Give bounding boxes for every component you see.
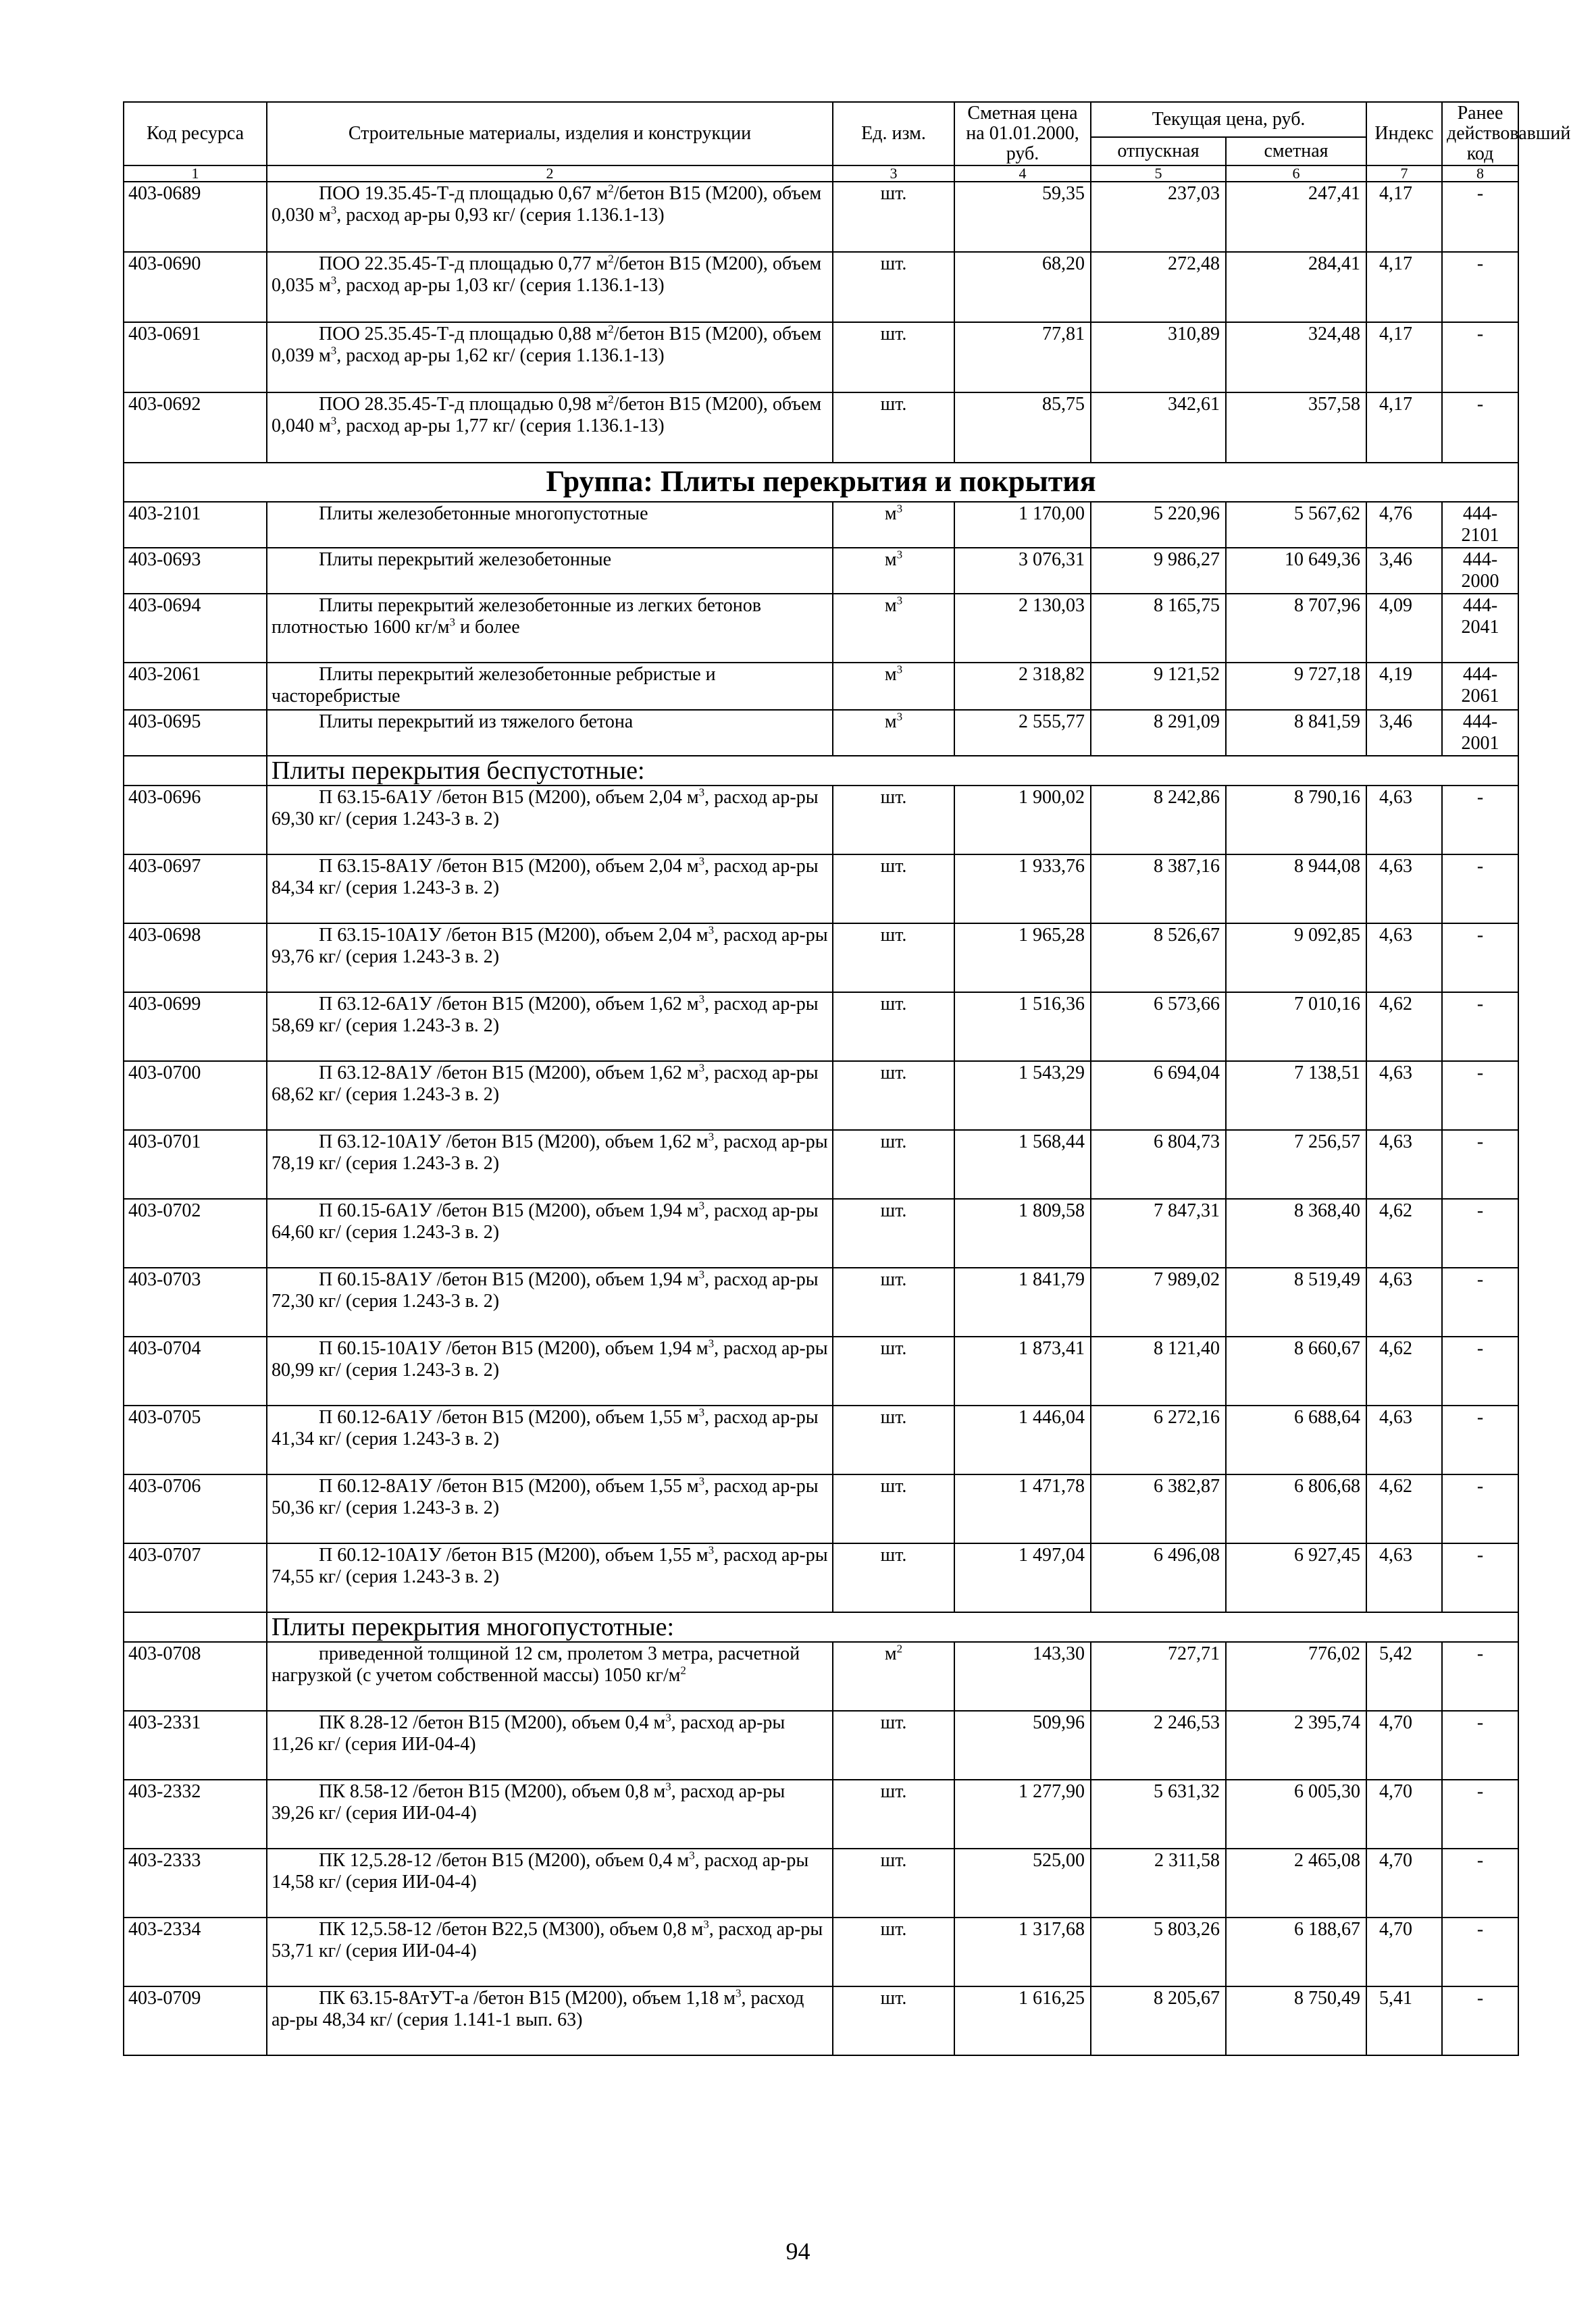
wholesale-price: 272,48 [1091, 252, 1226, 322]
estimate-price: 2 465,08 [1226, 1849, 1366, 1918]
material-name: ПК 8.28-12 /бетон В15 (М200), объем 0,4 $м^3$, расход ар-ры 11,26 кг/ (серия ИИ-04-4) [267, 1711, 833, 1780]
estimate-price: 357,58 [1226, 392, 1366, 463]
resource-code: 403-0703 [124, 1268, 267, 1337]
unit-of-measure: шт. [833, 1711, 954, 1780]
header-unit: Ед. изм. [833, 102, 954, 165]
previous-code: - [1442, 1543, 1518, 1612]
base-price: 1 317,68 [954, 1918, 1091, 1986]
price-index: 4,63 [1366, 786, 1442, 854]
material-name: ПОО 19.35.45-Т-д площадью 0,67 $м^2$/бетон В15 (М200), объем 0,030 $м^3$, расход ар-ры 0,93 кг/ (серия 1.136.1-13) [267, 182, 833, 252]
price-index: 4,70 [1366, 1711, 1442, 1780]
wholesale-price: 6 272,16 [1091, 1406, 1226, 1474]
estimate-price: 10 649,36 [1226, 548, 1366, 594]
table-row [124, 1711, 1518, 1780]
unit-of-measure: шт. [833, 1543, 954, 1612]
price-index: 4,63 [1366, 1130, 1442, 1199]
estimate-price: 7 138,51 [1226, 1061, 1366, 1130]
resource-code: 403-0699 [124, 992, 267, 1061]
base-price: 85,75 [954, 392, 1091, 463]
resource-code: 403-0707 [124, 1543, 267, 1612]
price-index: 4,63 [1366, 854, 1442, 923]
wholesale-price: 6 573,66 [1091, 992, 1226, 1061]
wholesale-price: 342,61 [1091, 392, 1226, 463]
wholesale-price: 8 291,09 [1091, 710, 1226, 756]
resource-code: 403-0704 [124, 1337, 267, 1406]
previous-code: - [1442, 923, 1518, 992]
previous-code: - [1442, 392, 1518, 463]
base-price: 2 318,82 [954, 663, 1091, 710]
column-number-row [124, 165, 1518, 182]
estimate-price: 8 841,59 [1226, 710, 1366, 756]
estimate-price: 9 092,85 [1226, 923, 1366, 992]
unit-of-measure: шт. [833, 1918, 954, 1986]
price-index: 3,46 [1366, 548, 1442, 594]
base-price: 1 900,02 [954, 786, 1091, 854]
price-index: 4,17 [1366, 322, 1442, 392]
table-row [124, 1642, 1518, 1711]
material-name: П 63.12-10А1У /бетон В15 (М200), объем 1,62 $м^3$, расход ар-ры 78,19 кг/ (серия 1.243-3 в. 2) [267, 1130, 833, 1199]
header-prev-code: Ранее действовавший код [1442, 102, 1518, 165]
resource-code: 403-2333 [124, 1849, 267, 1918]
material-name: П 60.12-8А1У /бетон В15 (М200), объем 1,55 $м^3$, расход ар-ры 50,36 кг/ (серия 1.243-3 в. 2) [267, 1474, 833, 1543]
base-price: 2 130,03 [954, 594, 1091, 663]
estimate-price: 8 707,96 [1226, 594, 1366, 663]
previous-code: - [1442, 252, 1518, 322]
resource-code: 403-0697 [124, 854, 267, 923]
unit-of-measure: шт. [833, 1406, 954, 1474]
price-index: 4,62 [1366, 992, 1442, 1061]
wholesale-price: 5 220,96 [1091, 502, 1226, 548]
subgroup-heading-row [124, 756, 1518, 786]
price-table-page [123, 101, 1571, 2056]
wholesale-price: 5 631,32 [1091, 1780, 1226, 1849]
wholesale-price: 310,89 [1091, 322, 1226, 392]
unit-of-measure: $м^3$ [833, 502, 954, 548]
previous-code: - [1442, 1642, 1518, 1711]
material-name: П 63.12-8А1У /бетон В15 (М200), объем 1,62 $м^3$, расход ар-ры 68,62 кг/ (серия 1.243-3 в. 2) [267, 1061, 833, 1130]
column-number: 4 [954, 165, 1091, 182]
material-name: П 60.15-8А1У /бетон В15 (М200), объем 1,94 $м^3$, расход ар-ры 72,30 кг/ (серия 1.243-3 в. 2) [267, 1268, 833, 1337]
column-number: 6 [1226, 165, 1366, 182]
estimate-price: 284,41 [1226, 252, 1366, 322]
price-index: 4,63 [1366, 923, 1442, 992]
estimate-price: 776,02 [1226, 1642, 1366, 1711]
column-number: 3 [833, 165, 954, 182]
material-name: П 60.12-10А1У /бетон В15 (М200), объем 1,55 $м^3$, расход ар-ры 74,55 кг/ (серия 1.243-3 в. 2) [267, 1543, 833, 1612]
resource-code: 403-0702 [124, 1199, 267, 1268]
material-name: ПК 8.58-12 /бетон В15 (М200), объем 0,8 $м^3$, расход ар-ры 39,26 кг/ (серия ИИ-04-4) [267, 1780, 833, 1849]
table-row [124, 1130, 1518, 1199]
price-index: 4,76 [1366, 502, 1442, 548]
material-name: П 63.15-10А1У /бетон В15 (М200), объем 2,04 $м^3$, расход ар-ры 93,76 кг/ (серия 1.243-3 в. 2) [267, 923, 833, 992]
price-index: 4,63 [1366, 1268, 1442, 1337]
previous-code: - [1442, 1061, 1518, 1130]
resource-code: 403-0701 [124, 1130, 267, 1199]
wholesale-price: 7 989,02 [1091, 1268, 1226, 1337]
estimate-price: 6 927,45 [1226, 1543, 1366, 1612]
subgroup-code-cell [124, 1612, 267, 1642]
material-name: ПОО 25.35.45-Т-д площадью 0,88 $м^2$/бетон В15 (М200), объем 0,039 $м^3$, расход ар-ры 1,62 кг/ (серия 1.136.1-13) [267, 322, 833, 392]
wholesale-price: 727,71 [1091, 1642, 1226, 1711]
unit-of-measure: шт. [833, 182, 954, 252]
subgroup-heading-row [124, 1612, 1518, 1642]
previous-code: - [1442, 322, 1518, 392]
previous-code: 444-2061 [1442, 663, 1518, 710]
wholesale-price: 9 121,52 [1091, 663, 1226, 710]
unit-of-measure: шт. [833, 1849, 954, 1918]
base-price: 77,81 [954, 322, 1091, 392]
material-name: ПК 63.15-8АтУТ-а /бетон В15 (М200), объем 1,18 $м^3$, расход ар-ры 48,34 кг/ (серия 1.141-1 вып. 63) [267, 1986, 833, 2055]
table-row [124, 252, 1518, 322]
price-index: 4,19 [1366, 663, 1442, 710]
wholesale-price: 8 121,40 [1091, 1337, 1226, 1406]
price-index: 4,09 [1366, 594, 1442, 663]
previous-code: - [1442, 1337, 1518, 1406]
material-name: ПОО 22.35.45-Т-д площадью 0,77 $м^2$/бетон В15 (М200), объем 0,035 $м^3$, расход ар-ры 1,03 кг/ (серия 1.136.1-13) [267, 252, 833, 322]
table-row [124, 1406, 1518, 1474]
price-index: 4,62 [1366, 1474, 1442, 1543]
table-row [124, 786, 1518, 854]
wholesale-price: 8 205,67 [1091, 1986, 1226, 2055]
resource-code: 403-0709 [124, 1986, 267, 2055]
price-table [123, 101, 1571, 2056]
previous-code: - [1442, 992, 1518, 1061]
table-row [124, 1849, 1518, 1918]
estimate-price: 324,48 [1226, 322, 1366, 392]
price-index: 3,46 [1366, 710, 1442, 756]
unit-of-measure: $м^3$ [833, 594, 954, 663]
wholesale-price: 2 311,58 [1091, 1849, 1226, 1918]
previous-code: - [1442, 1711, 1518, 1780]
wholesale-price: 6 382,87 [1091, 1474, 1226, 1543]
estimate-price: 5 567,62 [1226, 502, 1366, 548]
price-index: 4,63 [1366, 1061, 1442, 1130]
previous-code: - [1442, 854, 1518, 923]
unit-of-measure: шт. [833, 1780, 954, 1849]
price-index: 4,17 [1366, 392, 1442, 463]
base-price: 525,00 [954, 1849, 1091, 1918]
table-row [124, 1474, 1518, 1543]
unit-of-measure: $м^3$ [833, 663, 954, 710]
table-row [124, 1061, 1518, 1130]
wholesale-price: 8 242,86 [1091, 786, 1226, 854]
previous-code: - [1442, 1780, 1518, 1849]
base-price: 143,30 [954, 1642, 1091, 1711]
price-index: 4,62 [1366, 1337, 1442, 1406]
column-number: 2 [267, 165, 833, 182]
previous-code: 444-2000 [1442, 548, 1518, 594]
previous-code: 444-2001 [1442, 710, 1518, 756]
material-name: ПОО 28.35.45-Т-д площадью 0,98 $м^2$/бетон В15 (М200), объем 0,040 $м^3$, расход ар-ры 1,77 кг/ (серия 1.136.1-13) [267, 392, 833, 463]
previous-code: - [1442, 1474, 1518, 1543]
previous-code: - [1442, 1918, 1518, 1986]
material-name: приведенной толщиной 12 см, пролетом 3 метра, расчетной нагрузкой (с учетом собственной массы) 1050 $кг/м^2$ [267, 1642, 833, 1711]
unit-of-measure: шт. [833, 1199, 954, 1268]
estimate-price: 8 660,67 [1226, 1337, 1366, 1406]
price-index: 4,70 [1366, 1918, 1442, 1986]
table-row [124, 182, 1518, 252]
unit-of-measure: $м^2$ [833, 1642, 954, 1711]
base-price: 1 616,25 [954, 1986, 1091, 2055]
resource-code: 403-0696 [124, 786, 267, 854]
column-number: 8 [1442, 165, 1518, 182]
resource-code: 403-2061 [124, 663, 267, 710]
header-index: Индекс [1366, 102, 1442, 165]
estimate-price: 2 395,74 [1226, 1711, 1366, 1780]
price-index: 4,62 [1366, 1199, 1442, 1268]
unit-of-measure: шт. [833, 854, 954, 923]
wholesale-price: 8 526,67 [1091, 923, 1226, 992]
price-index: 4,70 [1366, 1780, 1442, 1849]
table-body [124, 182, 1518, 2055]
table-row [124, 1543, 1518, 1612]
table-row [124, 854, 1518, 923]
base-price: 1 543,29 [954, 1061, 1091, 1130]
resource-code: 403-0690 [124, 252, 267, 322]
estimate-price: 8 944,08 [1226, 854, 1366, 923]
unit-of-measure: шт. [833, 1986, 954, 2055]
estimate-price: 7 010,16 [1226, 992, 1366, 1061]
previous-code: - [1442, 182, 1518, 252]
resource-code: 403-0694 [124, 594, 267, 663]
column-number: 1 [124, 165, 267, 182]
column-number: 5 [1091, 165, 1226, 182]
unit-of-measure: шт. [833, 1130, 954, 1199]
unit-of-measure: шт. [833, 252, 954, 322]
previous-code: 444-2041 [1442, 594, 1518, 663]
table-row [124, 548, 1518, 594]
estimate-price: 247,41 [1226, 182, 1366, 252]
group-heading-row [124, 463, 1518, 502]
table-row [124, 1918, 1518, 1986]
price-index: 4,17 [1366, 252, 1442, 322]
wholesale-price: 7 847,31 [1091, 1199, 1226, 1268]
subgroup-title: Плиты перекрытия беспустотные: [267, 756, 1518, 786]
resource-code: 403-2332 [124, 1780, 267, 1849]
wholesale-price: 9 986,27 [1091, 548, 1226, 594]
wholesale-price: 6 694,04 [1091, 1061, 1226, 1130]
table-row [124, 992, 1518, 1061]
base-price: 1 933,76 [954, 854, 1091, 923]
table-row [124, 923, 1518, 992]
unit-of-measure: шт. [833, 1337, 954, 1406]
subgroup-title: Плиты перекрытия многопустотные: [267, 1612, 1518, 1642]
material-name: П 63.15-8А1У /бетон В15 (М200), объем 2,04 $м^3$, расход ар-ры 84,34 кг/ (серия 1.243-3 в. 2) [267, 854, 833, 923]
unit-of-measure: шт. [833, 786, 954, 854]
subgroup-code-cell [124, 756, 267, 786]
estimate-price: 8 790,16 [1226, 786, 1366, 854]
previous-code: - [1442, 1986, 1518, 2055]
wholesale-price: 2 246,53 [1091, 1711, 1226, 1780]
previous-code: - [1442, 1406, 1518, 1474]
unit-of-measure: $м^3$ [833, 710, 954, 756]
material-name: П 60.12-6А1У /бетон В15 (М200), объем 1,55 $м^3$, расход ар-ры 41,34 кг/ (серия 1.243-3 в. 2) [267, 1406, 833, 1474]
base-price: 509,96 [954, 1711, 1091, 1780]
estimate-price: 6 688,64 [1226, 1406, 1366, 1474]
material-name: Плиты перекрытий железобетонные из легких бетонов плотностью 1600 $кг/м^3$ и более [267, 594, 833, 663]
header-current-price: Текущая цена, руб. [1091, 102, 1366, 137]
resource-code: 403-0700 [124, 1061, 267, 1130]
estimate-price: 8 368,40 [1226, 1199, 1366, 1268]
resource-code: 403-0698 [124, 923, 267, 992]
resource-code: 403-2334 [124, 1918, 267, 1986]
base-price: 1 471,78 [954, 1474, 1091, 1543]
resource-code: 403-0708 [124, 1642, 267, 1711]
previous-code: 444-2101 [1442, 502, 1518, 548]
previous-code: - [1442, 1199, 1518, 1268]
column-number: 7 [1366, 165, 1442, 182]
page-number: 94 [786, 2238, 810, 2265]
base-price: 1 841,79 [954, 1268, 1091, 1337]
wholesale-price: 5 803,26 [1091, 1918, 1226, 1986]
unit-of-measure: шт. [833, 322, 954, 392]
price-index: 4,70 [1366, 1849, 1442, 1918]
price-index: 4,63 [1366, 1406, 1442, 1474]
table-row [124, 663, 1518, 710]
estimate-price: 6 005,30 [1226, 1780, 1366, 1849]
estimate-price: 6 188,67 [1226, 1918, 1366, 1986]
base-price: 3 076,31 [954, 548, 1091, 594]
header-name: Строительные материалы, изделия и конструкции [267, 102, 833, 165]
resource-code: 403-2331 [124, 1711, 267, 1780]
price-index: 5,42 [1366, 1642, 1442, 1711]
table-row [124, 1268, 1518, 1337]
base-price: 1 873,41 [954, 1337, 1091, 1406]
table-row [124, 1199, 1518, 1268]
material-name: Плиты перекрытий железобетонные [267, 548, 833, 594]
base-price: 1 446,04 [954, 1406, 1091, 1474]
unit-of-measure: шт. [833, 392, 954, 463]
resource-code: 403-0691 [124, 322, 267, 392]
resource-code: 403-0705 [124, 1406, 267, 1474]
unit-of-measure: шт. [833, 923, 954, 992]
resource-code: 403-2101 [124, 502, 267, 548]
table-row [124, 502, 1518, 548]
price-index: 4,17 [1366, 182, 1442, 252]
wholesale-price: 6 804,73 [1091, 1130, 1226, 1199]
material-name: П 63.12-6А1У /бетон В15 (М200), объем 1,62 $м^3$, расход ар-ры 58,69 кг/ (серия 1.243-3 в. 2) [267, 992, 833, 1061]
material-name: ПК 12,5.58-12 /бетон В22,5 (М300), объем 0,8 $м^3$, расход ар-ры 53,71 кг/ (серия ИИ-04-4) [267, 1918, 833, 1986]
material-name: Плиты железобетонные многопустотные [267, 502, 833, 548]
table-row [124, 594, 1518, 663]
estimate-price: 8 519,49 [1226, 1268, 1366, 1337]
price-index: 5,41 [1366, 1986, 1442, 2055]
group-title: Группа: Плиты перекрытия и покрытия [124, 463, 1518, 502]
base-price: 1 809,58 [954, 1199, 1091, 1268]
estimate-price: 7 256,57 [1226, 1130, 1366, 1199]
material-name: Плиты перекрытий железобетонные ребристые и часторебристые [267, 663, 833, 710]
resource-code: 403-0693 [124, 548, 267, 594]
estimate-price: 6 806,68 [1226, 1474, 1366, 1543]
header-base-price: Сметная цена на 01.01.2000, руб. [954, 102, 1091, 165]
price-index: 4,63 [1366, 1543, 1442, 1612]
unit-of-measure: $м^3$ [833, 548, 954, 594]
unit-of-measure: шт. [833, 1061, 954, 1130]
wholesale-price: 237,03 [1091, 182, 1226, 252]
table-row [124, 1780, 1518, 1849]
estimate-price: 8 750,49 [1226, 1986, 1366, 2055]
base-price: 68,20 [954, 252, 1091, 322]
material-name: ПК 12,5.28-12 /бетон В15 (М200), объем 0,4 $м^3$, расход ар-ры 14,58 кг/ (серия ИИ-04-4) [267, 1849, 833, 1918]
header-code: Код ресурса [124, 102, 267, 165]
previous-code: - [1442, 786, 1518, 854]
resource-code: 403-0689 [124, 182, 267, 252]
table-row [124, 710, 1518, 756]
base-price: 1 516,36 [954, 992, 1091, 1061]
wholesale-price: 8 165,75 [1091, 594, 1226, 663]
resource-code: 403-0706 [124, 1474, 267, 1543]
unit-of-measure: шт. [833, 1268, 954, 1337]
base-price: 2 555,77 [954, 710, 1091, 756]
material-name: Плиты перекрытий из тяжелого бетона [267, 710, 833, 756]
base-price: 1 170,00 [954, 502, 1091, 548]
base-price: 1 277,90 [954, 1780, 1091, 1849]
unit-of-measure: шт. [833, 992, 954, 1061]
resource-code: 403-0695 [124, 710, 267, 756]
material-name: П 60.15-6А1У /бетон В15 (М200), объем 1,94 $м^3$, расход ар-ры 64,60 кг/ (серия 1.243-3 в. 2) [267, 1199, 833, 1268]
table-row [124, 1986, 1518, 2055]
material-name: П 63.15-6А1У /бетон В15 (М200), объем 2,04 $м^3$, расход ар-ры 69,30 кг/ (серия 1.243-3 в. 2) [267, 786, 833, 854]
header-estimate: сметная [1226, 137, 1366, 165]
header-wholesale: отпускная [1091, 137, 1226, 165]
wholesale-price: 6 496,08 [1091, 1543, 1226, 1612]
estimate-price: 9 727,18 [1226, 663, 1366, 710]
table-row [124, 1337, 1518, 1406]
material-name: П 60.15-10А1У /бетон В15 (М200), объем 1,94 $м^3$, расход ар-ры 80,99 кг/ (серия 1.243-3 в. 2) [267, 1337, 833, 1406]
unit-of-measure: шт. [833, 1474, 954, 1543]
base-price: 1 965,28 [954, 923, 1091, 992]
previous-code: - [1442, 1130, 1518, 1199]
table-row [124, 322, 1518, 392]
previous-code: - [1442, 1849, 1518, 1918]
base-price: 1 568,44 [954, 1130, 1091, 1199]
previous-code: - [1442, 1268, 1518, 1337]
base-price: 59,35 [954, 182, 1091, 252]
table-row [124, 392, 1518, 463]
wholesale-price: 8 387,16 [1091, 854, 1226, 923]
base-price: 1 497,04 [954, 1543, 1091, 1612]
resource-code: 403-0692 [124, 392, 267, 463]
